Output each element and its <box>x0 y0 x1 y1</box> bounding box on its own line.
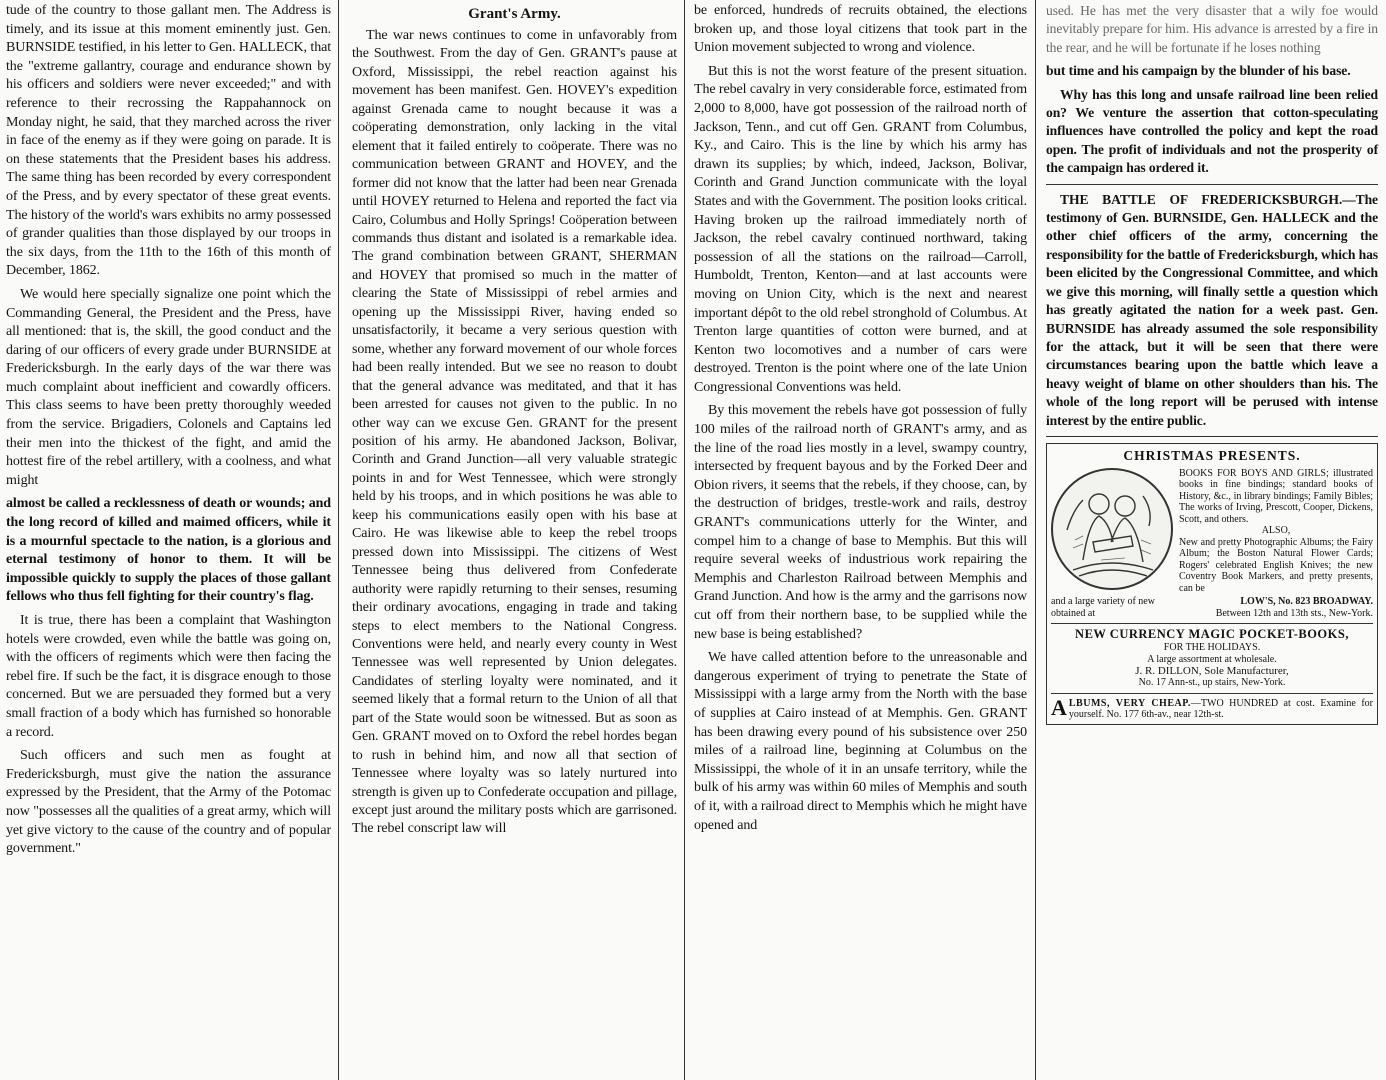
paragraph: We would here specially signalize one point which the Commanding General, the President and the Press, have all mentioned: that is, the skill, the good conduct and the daring of our officers of every grade under BURNSIDE at Fredericksburgh. In the early days of the war there was much complaint about inefficient and cowardly officers. This class seems to have been pretty thoroughly weeded from the service. Brigadiers, Colonels and Captains led their men into the thickest of the fight, and amid the hottest fire of the rebel artillery, with a coolness, and what might <box>6 286 331 488</box>
advertisement-albums <box>1051 694 1373 721</box>
article-heading: Grant's Army. <box>468 6 561 22</box>
paragraph: By this movement the rebels have got possession of fully 100 miles of the railroad north of GRANT's army, and as the line of the road lies mostly in a level, swampy country, intersected by frequent bayous and by the Forked Deer and Obion rivers, it seems that the rebels, if they choose, can, by the destruction of bridges, trestle-work and rails, destroy GRANT's communications utterly for the Winter, and compel him to a change of base to Memphis. But this will require several weeks of industrious work repairing the Memphis and Charleston Railroad between Memphis and Grand Junction. And how is the army and the garrisons now cut off from their northern base, to be supplied while the new base is being established? <box>694 403 1027 642</box>
children-reading-engraving-icon <box>1051 468 1173 590</box>
ad-street: Between 12th and 13th sts., New-York. <box>1215 607 1373 619</box>
ad-caps: LBUMS, VERY CHEAP. <box>1068 697 1191 709</box>
paragraph: But this is not the worst feature of the present situation. The rebel cavalry in very considerable force, estimated from 2,000 to 8,000, have got possession of the railroad north of Jackson, Tenn., and cut off Gen. GRANT from Columbus, Ky., and Cairo. This is the line by which his army has drawn its supplies; by which, indeed, Jackson, Bolivar, Corinth and Grand Junction communicate with the loyal States and with the Government. The position looks critical. Having broken up the railroad immediately north of Jackson, the rebel cavalry continued northward, taking possession of all the stations on the railroad—Carroll, Humboldt, Trenton, Kenton—and at last accounts were moving on Union City, which is the next and nearest important dépôt to the old rebel stronghold of Columbus. At Trenton large quantities of cotton were burned, and at Kenton two locomotives and a number of cars were destroyed. Trenton is the point where one of the late Union Congressional Conventions was held. <box>694 63 1027 395</box>
column-rule <box>338 0 339 1080</box>
paragraph: tude of the country to those gallant men. The Address is timely, and its issue at this moment eminently just. Gen. BURNSIDE testified, in his letter to Gen. HALLECK, that the "extreme gallantry, courage and endurance shown by his officers and soldiers were never exceeded;" and with reference to their recrossing the Rappahannock on Monday night, he said, that they marched across the river in face of the enemy as if they were going on parade. It is on these statements that the President bases his address. The same thing has been recorded by every correspondent of the Press, and by every spectator of these great events. The history of the world's wars exhibits no army possessed of grander qualities than those displayed by our troops in the six days, from the 11th to the 16th of this month of December, 1862. <box>6 3 331 279</box>
ad-title: CHRISTMAS PRESENTS. <box>1123 447 1301 463</box>
paragraph: almost be called a recklessness of death or wounds; and the long record of killed and maimed officers, while it is a mournful spectacle to the nation, is a glorious and eternal testimony of honor to them. It will be impossible quickly to supply the places of those gallant fellows who thus fell fighting for their country's flag. <box>6 496 331 605</box>
separator-rule <box>1051 623 1373 624</box>
separator-rule <box>1046 436 1378 437</box>
paragraph: be enforced, hundreds of recruits obtained, the elections broken up, and those loyal citizens that took part in the Union movement subjected to wrong and violence. <box>694 3 1027 56</box>
ad-also: ALSO, <box>1261 525 1291 537</box>
separator-rule <box>1051 693 1373 694</box>
ad-address: No. 17 Ann-st., up stairs, New-York. <box>1138 677 1286 689</box>
advertisement-christmas-presents <box>1046 443 1378 725</box>
ad-subtitle: FOR THE HOLIDAYS. <box>1163 642 1261 654</box>
ad-maker: J. R. DILLON, Sole Manufacturer, <box>1135 665 1289 678</box>
ad-title: NEW CURRENCY MAGIC POCKET-BOOKS, <box>1075 627 1349 642</box>
paragraph: Why has this long and unsafe railroad line been relied on? We venture the assertion that cotton-speculating influences have controlled the policy and kept the road open. The profit of individuals and not the prosperity of the campaign has ordered it. <box>1046 86 1378 176</box>
column-2 <box>344 0 683 1080</box>
paragraph: used. He has met the very disaster that a wily foe would inevitably prepare for him. His advance is arrested by a fire in the rear, and he will be fortunate if he loses nothing <box>1046 3 1378 55</box>
ad-address: LOW'S, No. 823 BROADWAY. <box>1240 596 1373 608</box>
paragraph: The war news continues to come in unfavorably from the Southwest. From the day of Gen. GRANT's pause at Oxford, Mississippi, the rebel reaction against his movement has been manifest. Gen. HOVEY's expedition against Grenada came to nought because it was a coöperating demonstration, only lacking in the vital element that it failed entirely to coöperate. There was no communication between GRANT and HOVEY, and the former did not know that the latter had been near Grenada until HOVEY returned to Helena and reported the fact via Cairo, Columbus and Holly Springs! Coöperation between commands thus distant and isolated is a remarkable idea. The grand combination between GRANT, SHERMAN and HOVEY that promised so much in the matter of clearing the State of Mississippi of rebel armies and opening up the Mississippi River, having ended so unsatisfactorily, it became a very serious question with some, whether any forward movement of our whole forces had been really intended. But we see no reason to doubt that the general advance was meditated, and that it has been arrested for causes not given to the public. In no other way can we excuse Gen. GRANT for the present position of his army. He abandoned Jackson, Bolivar, Corinth and Grand Junction—all very valuable strategic points in and for West Tennessee, which were strongly held by his troops, and in which positions he was able to keep his communications easily open with his base at Cairo. He was likewise able to keep the rebel troops pressed down into Mississippi. The citizens of West Tennessee being thus delivered from Confederate authority were rapidly returning to their senses, resuming their ordinary avocations, engaging in trade and taking steps to elect members to the National Congress. Conventions were held, and nearly every county in West Tennessee was well represented by Union delegates. Candidates of sterling loyalty were nominated, and it seemed likely that a formal return to the Union of all that part of the State would soon be witnessed. But as soon as Gen. GRANT moved on to Oxford the rebel hordes began to rush in behind him, and now all that section of Tennessee where loyalty was so lately nurtured into strength is given up to Confederate occupation and pillage, except just around the military posts which are garrisoned. The rebel conscript law will <box>352 28 677 837</box>
ad-text: —TWO HUNDRED at cost. Examine for yourself. No. 177 6th-av., near 12th-st. <box>1068 697 1373 721</box>
column-4 <box>1038 0 1386 1080</box>
column-3 <box>688 0 1033 1080</box>
ad-text: New and pretty Photographic Albums; the Fairy Album; the Boston Natural Flower Cards; Rogers' celebrated English Knives; the new Coventry Book Markers, and pretty presents, can be <box>1179 536 1373 594</box>
paragraph: We have called attention before to the unreasonable and dangerous experiment of trying to penetrate the State of Mississippi with a large army from the North with the base of supplies at Cairo instead of at Memphis. Gen. GRANT has been drawing every pound of his subsistence over 250 miles of a railroad line, beginning at Columbus on the Mississippi, the whole of it in an unsafe territory, while the bulk of his army was within 60 miles of Memphis and south of it, with a railroad direct to Memphis which he might have opened and <box>694 650 1027 833</box>
ad-text: A large assortment at wholesale. <box>1147 653 1277 665</box>
column-1 <box>0 0 337 1080</box>
paragraph: but time and his campaign by the blunder of his base. <box>1046 63 1351 79</box>
paragraph: It is true, there has been a complaint that Washington hotels were crowded, even while the battle was going on, with the officers of regiments which were then facing the rebel fire. If such be the fact, it is disgrace enough to those concerned. But we are persuaded they formed but a very small fraction of a body which has furnished so honorable a record. <box>6 613 331 740</box>
column-rule <box>1035 0 1036 1080</box>
paragraph: Such officers and such men as fought at Fredericksburgh, must give the nation the assurance expressed by the President, that the Army of the Potomac now "possesses all the qualities of a great army, which will yet give victory to the cause of the country and of popular government." <box>6 748 331 857</box>
separator-rule <box>1046 184 1378 185</box>
column-rule <box>684 0 685 1080</box>
ad-text: BOOKS FOR BOYS AND GIRLS; illustrated books in fine bindings; standard books of History, &c., in library bindings; Family Bibles; The works of Irving, Prescott, Cooper, Dickens, Scott, and others. <box>1179 467 1373 525</box>
ad-text: and a large variety of new obtained at <box>1051 596 1155 619</box>
drop-cap: A <box>1051 694 1067 720</box>
paragraph: THE BATTLE OF FREDERICKSBURGH.—The testimony of Gen. BURNSIDE, Gen. HALLECK and the other chief officers of the army, concerning the responsibility for the battle of Fredericksburgh, which has been elicited by the Congressional Committee, and which we give this morning, will finally settle a question which has greatly agitated the nation for a week past. Gen. BURNSIDE has already assumed the sole responsibility for the attack, but it will be seen that there were circumstances bearing upon the battle which leave a heavy weight of blame on other shoulders than his. The whole of the long report will be perused with intense interest by the entire public. <box>1046 191 1378 428</box>
